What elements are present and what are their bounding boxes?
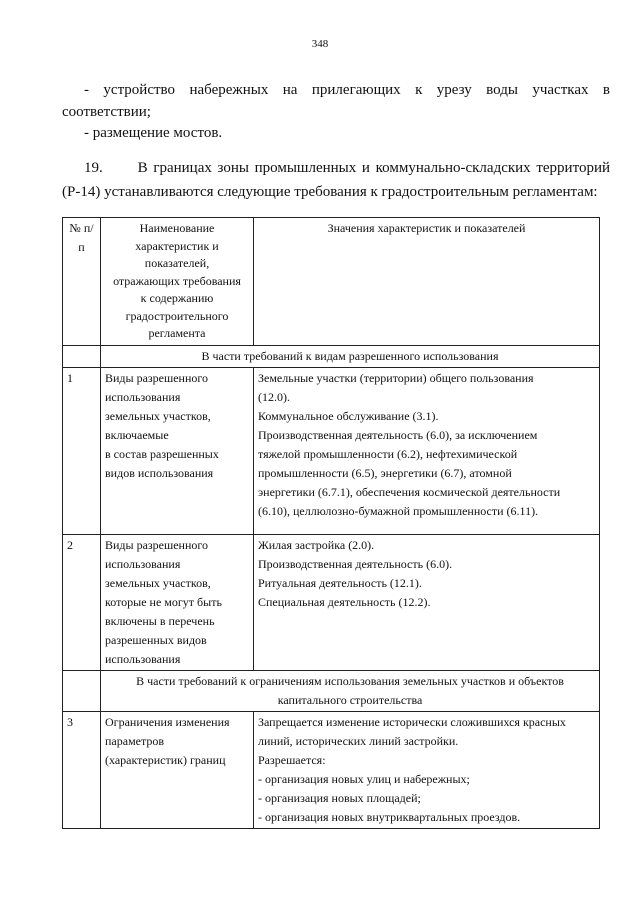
row-value-line: энергетики (6.7.1), обеспечения космической деятельности: [258, 484, 561, 499]
row-name-line: которые не могут быть: [105, 594, 222, 609]
row-values: [254, 367, 600, 534]
row-num: 3: [63, 711, 101, 828]
header-name-line: отражающих требования: [113, 273, 241, 288]
row-value-line: - организация новых площадей;: [258, 790, 421, 805]
row-value-line: тяжелой промышленности (6.2), нефтехимической: [258, 446, 518, 461]
section-empty-cell: [63, 670, 101, 711]
header-name-line: характеристик и: [135, 238, 219, 253]
row-name-line: земельных участков,: [105, 575, 211, 590]
row-name-line: параметров: [105, 733, 165, 748]
paragraph-text: В границах зоны промышленных и коммунально-складских территорий (Р-14) устанавливаются следующие требования к градостроительным регламентам:: [62, 160, 610, 200]
row-name-line: использования: [105, 556, 181, 571]
header-name-line: градостроительного: [125, 308, 229, 323]
row-value-line: Разрешается:: [258, 752, 326, 767]
row-name: [101, 534, 254, 670]
paragraph-19: [62, 156, 610, 204]
row-name-line: земельных участков,: [105, 408, 211, 423]
row-name: [101, 367, 254, 534]
row-value-line: Производственная деятельность (6.0).: [258, 556, 453, 571]
row-name-line: включены в перечень: [105, 613, 215, 628]
row-value-line: промышленности (6.5), энергетики (6.7), атомной: [258, 465, 512, 480]
table-row: [63, 534, 600, 670]
row-name-line: разрешенных видов: [105, 632, 207, 647]
header-name-line: Наименование: [139, 221, 215, 235]
section-title-line: В части требований к ограничениям использования земельных участков и объектов: [136, 673, 564, 688]
row-name-line: Виды разрешенного: [105, 537, 209, 552]
row-name-line: Виды разрешенного: [105, 370, 209, 385]
row-name-line: Ограничения изменения: [105, 714, 230, 729]
row-name-line: использования: [105, 389, 181, 404]
row-value-line: (12.0).: [258, 389, 290, 404]
row-value-line: Запрещается изменение исторически сложившихся красных: [258, 714, 566, 729]
row-name-line: включаемые: [105, 427, 169, 442]
header-name-line: показателей,: [144, 256, 210, 270]
row-value-line: Коммунальное обслуживание (3.1).: [258, 408, 439, 423]
row-value-line: (6.10), целлюлозно-бумажной промышленности (6.11).: [258, 503, 539, 518]
table-header-row: [63, 218, 600, 346]
intro-line-3: - размещение мостов.: [84, 125, 223, 141]
section-row: [63, 345, 600, 367]
row-name-line: видов использования: [105, 465, 214, 480]
row-num: 2: [63, 534, 101, 670]
page-number: 348: [311, 38, 329, 50]
row-value-line: Ритуальная деятельность (12.1).: [258, 575, 422, 590]
row-value-line: линий, исторических линий застройки.: [258, 733, 459, 748]
intro-line-1: - устройство набережных на прилегающих к урезу воды участках в: [84, 82, 610, 98]
intro-line-2: соответствии;: [62, 104, 151, 120]
row-values: [254, 711, 600, 828]
table-row: [63, 367, 600, 534]
regulations-table: [62, 217, 600, 829]
header-name-line: к содержанию: [140, 291, 214, 305]
header-name: [101, 218, 254, 346]
section-title: В части требований к видам разрешенного использования: [101, 345, 600, 367]
row-value-line: Земельные участки (территории) общего пользования: [258, 370, 534, 385]
row-value-line: - организация новых улиц и набережных;: [258, 771, 470, 786]
row-value-line: Жилая застройка (2.0).: [258, 537, 375, 552]
row-name: [101, 711, 254, 828]
section-row: [63, 670, 600, 711]
section-empty-cell: [63, 345, 101, 367]
section-title-line: капитального строительства: [277, 692, 423, 707]
header-values: Значения характеристик и показателей: [254, 218, 600, 346]
row-value-line: Производственная деятельность (6.0), за исключением: [258, 427, 538, 442]
row-value-line: Специальная деятельность (12.2).: [258, 594, 431, 609]
row-num: 1: [63, 367, 101, 534]
row-name-line: в состав разрешенных: [105, 446, 219, 461]
header-name-line: регламента: [148, 326, 206, 340]
row-name-line: использования: [105, 651, 181, 666]
header-num: № п/п: [63, 218, 101, 346]
row-name-line: (характеристик) границ: [105, 752, 226, 767]
table-row: [63, 711, 600, 828]
section-title: [101, 670, 600, 711]
paragraph-number: 19.: [84, 160, 103, 176]
row-values: [254, 534, 600, 670]
row-value-line: - организация новых внутриквартальных проездов.: [258, 809, 521, 824]
